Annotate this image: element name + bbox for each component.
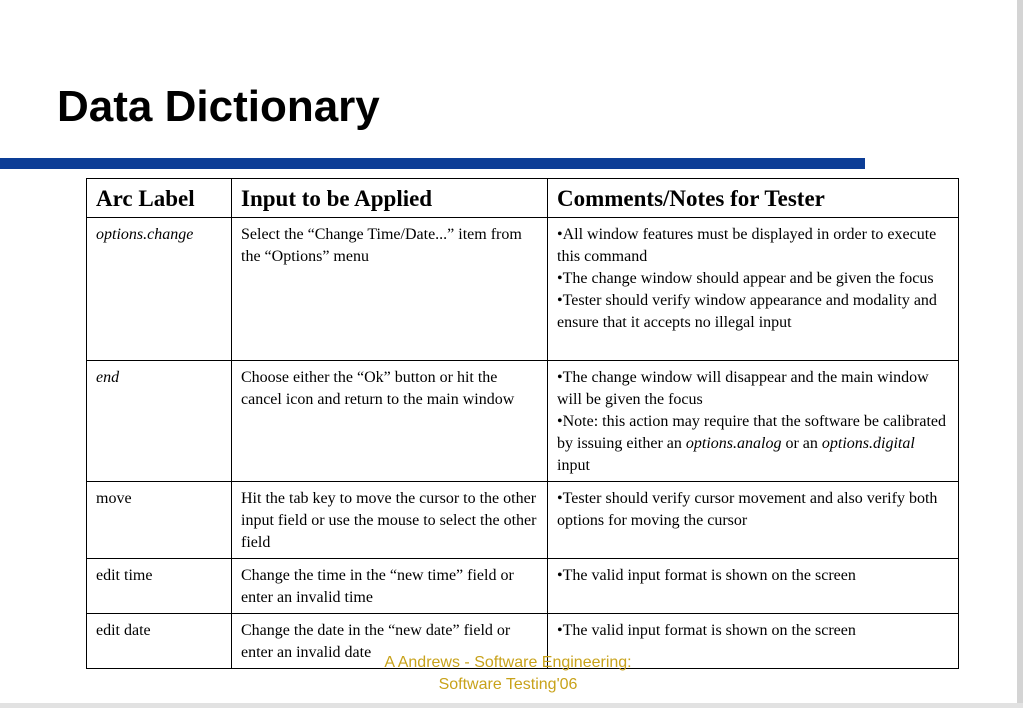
- table-row: [87, 361, 959, 482]
- arc-label-cell: options.change: [87, 218, 232, 361]
- note-line: •The valid input format is shown on the screen: [557, 567, 856, 584]
- slide-title: Data Dictionary: [57, 82, 380, 131]
- note-line: •The change window should appear and be given the focus: [557, 270, 934, 287]
- header-input-to-be-applied: Input to be Applied: [232, 179, 548, 218]
- input-cell: Select the “Change Time/Date...” item from the “Options” menu: [232, 218, 548, 361]
- header-arc-label: Arc Label: [87, 179, 232, 218]
- input-cell: Choose either the “Ok” button or hit the cancel icon and return to the main window: [232, 361, 548, 482]
- arc-label-cell: edit time: [87, 559, 232, 614]
- note-line: •The change window will disappear and the main window will be given the focus: [557, 369, 929, 408]
- note-term-options-analog: options.analog: [685, 435, 782, 452]
- notes-cell: [548, 482, 959, 559]
- note-line: •The valid input format is shown on the screen: [557, 622, 856, 639]
- arc-label-cell: end: [87, 361, 232, 482]
- slide-footer: [340, 652, 676, 696]
- note-term-options-digital: options.digital: [821, 435, 915, 452]
- input-cell: Change the date in the “new date” field or enter an invalid date: [232, 614, 548, 669]
- footer-course: Software Testing'06: [438, 676, 578, 693]
- input-cell: Change the time in the “new time” field or enter an invalid time: [232, 559, 548, 614]
- note-line: •Tester should verify window appearance and modality and ensure that it accepts no illegal input: [557, 292, 937, 331]
- title-divider: [0, 158, 865, 169]
- header-comments-notes: Comments/Notes for Tester: [548, 179, 959, 218]
- note-line: •Tester should verify cursor movement and also verify both options for moving the cursor: [557, 490, 938, 529]
- arc-label-cell: edit date: [87, 614, 232, 669]
- table-row: [87, 218, 959, 361]
- data-dictionary-table: [86, 178, 959, 669]
- footer-author: A Andrews - Software Engineering:: [384, 654, 632, 671]
- table-header-row: [87, 179, 959, 218]
- note-text: or an: [781, 435, 822, 452]
- notes-cell: [548, 361, 959, 482]
- notes-cell: [548, 218, 959, 361]
- note-line: [557, 411, 949, 477]
- note-text: input: [557, 457, 590, 474]
- arc-label-cell: move: [87, 482, 232, 559]
- table-row: [87, 482, 959, 559]
- note-text: •Note: this action may require that the software be calibrated by issuing either an: [557, 413, 947, 452]
- slide-edge-bottom: [0, 703, 1023, 708]
- note-line: •All window features must be displayed in order to execute this command: [557, 226, 937, 265]
- input-cell: Hit the tab key to move the cursor to the other input field or use the mouse to select the other field: [232, 482, 548, 559]
- notes-cell: [548, 559, 959, 614]
- table-row: [87, 559, 959, 614]
- slide-edge-right: [1017, 0, 1023, 708]
